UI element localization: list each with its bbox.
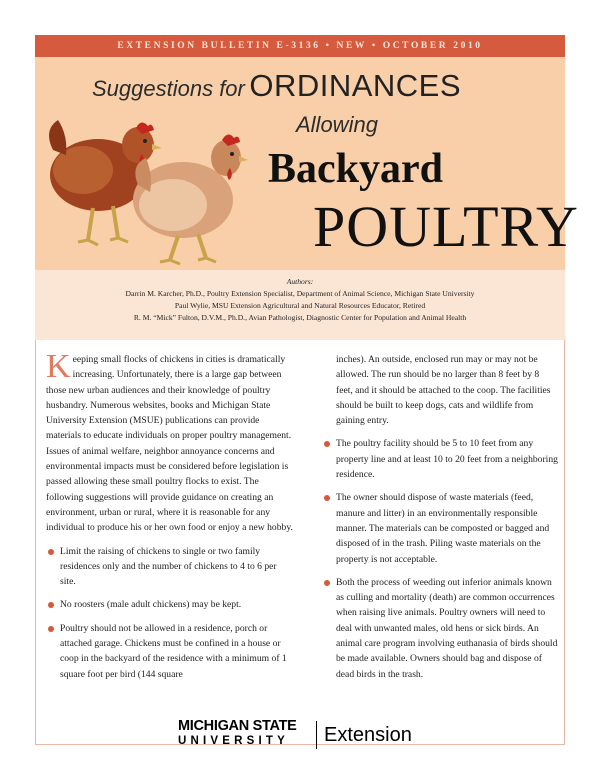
bullet-icon [48, 549, 54, 555]
list-item [322, 436, 558, 482]
list-item [322, 575, 558, 682]
logo-michigan-state: MICHIGAN STATE [178, 718, 297, 734]
logo-university: UNIVERSITY [178, 735, 290, 747]
bullet-text: No roosters (male adult chickens) may be kept. [60, 599, 242, 611]
bullet-text: The owner should dispose of waste materials (feed, manure and litter) in an environmentally responsible manner. The materials can be composted or bagged and disposed of in the trash. Piling waste materials on the property is not acceptable. [336, 492, 550, 565]
bulletin-banner: EXTENSION BULLETIN E-3136 • NEW • OCTOBER 2010 [35, 35, 565, 57]
title-line-3: Backyard [268, 146, 444, 192]
title-ordinances: ORDINANCES [249, 68, 462, 103]
authors-heading: Authors: [286, 277, 314, 286]
bullet-icon [324, 441, 330, 447]
author-line: Darrin M. Karcher, Ph.D., Poultry Extension Specialist, Department of Animal Science, Michigan State University [125, 289, 475, 298]
logo-divider [316, 721, 317, 749]
title-line-2: Allowing [296, 112, 378, 137]
list-item [322, 490, 558, 566]
bullet-icon [48, 602, 54, 608]
bullet-text: Both the process of weeding out inferior animals known as culling and mortality (death) are common occurrences when raising live animals. Poultry owners will need to deal with unwanted males, old hens or sick birds. An animal care program involving euthanasia of birds should be made available. Owners should bag and dispose of dead birds in the trash. [336, 576, 558, 680]
right-column [322, 352, 558, 682]
bullet-icon [48, 626, 54, 632]
left-column [46, 348, 294, 682]
continuation-text: inches). An outside, enclosed run may or may not be allowed. The run should be no larger than 8 feet by 8 feet, and it should be attached to the coop. The facilities should be built to keep dogs, cats and wildlife from gaining entry. [336, 354, 551, 427]
bullet-text: Limit the raising of chickens to single or two family residences only and the number of chickens to 4 to 6 per site. [60, 545, 277, 588]
chickens-illustration [38, 100, 248, 265]
title-prefix: Suggestions for [92, 76, 245, 101]
bullet-text: Poultry should not be allowed in a residence, porch or attached garage. Chickens must be confined in a house or coop in the backyard of the residence with a minimum of 1 square foot per bird (144 square [60, 622, 287, 680]
list-item [46, 621, 294, 682]
intro-text: eeping small flocks of chickens in cities is dramatically increasing. Unfortunately, there is a large gap between those new urban audiences and their knowledge of poultry husbandry. Numerous websites, books and Michigan State University Extension (MSUE) publications can provide materials to educate individuals on proper poultry management. Issues of animal welfare, neighbor annoyance concerns and environmental impacts must be considered before legislation is passed allowing these small poultry flocks to exist. The following suggestions will provide guidance on creating an environment, urban or rural, where it is reasonable for any individual to produce his or her own food or enjoy a new hobby. [46, 354, 293, 534]
title-line-4: POULTRY [313, 194, 579, 259]
title-line-1 [92, 68, 461, 104]
bullet-icon [324, 580, 330, 586]
author-line: Paul Wylie, MSU Extension Agricultural and Natural Resources Educator, Retired [174, 301, 426, 310]
authors-block [35, 270, 565, 340]
intro-paragraph [46, 348, 294, 536]
logo-extension: Extension [324, 724, 412, 746]
drop-cap: K [46, 348, 71, 385]
list-item [46, 544, 294, 590]
bullet-icon [324, 495, 330, 501]
author-line: R. M. “Mick” Fulton, D.V.M., Ph.D., Avian Pathologist, Diagnostic Center for Population and Animal Health [133, 313, 467, 322]
list-item [46, 597, 294, 612]
bullet-text: The poultry facility should be 5 to 10 feet from any property line and at least 10 to 20 feet from a neighboring residence. [336, 438, 558, 481]
